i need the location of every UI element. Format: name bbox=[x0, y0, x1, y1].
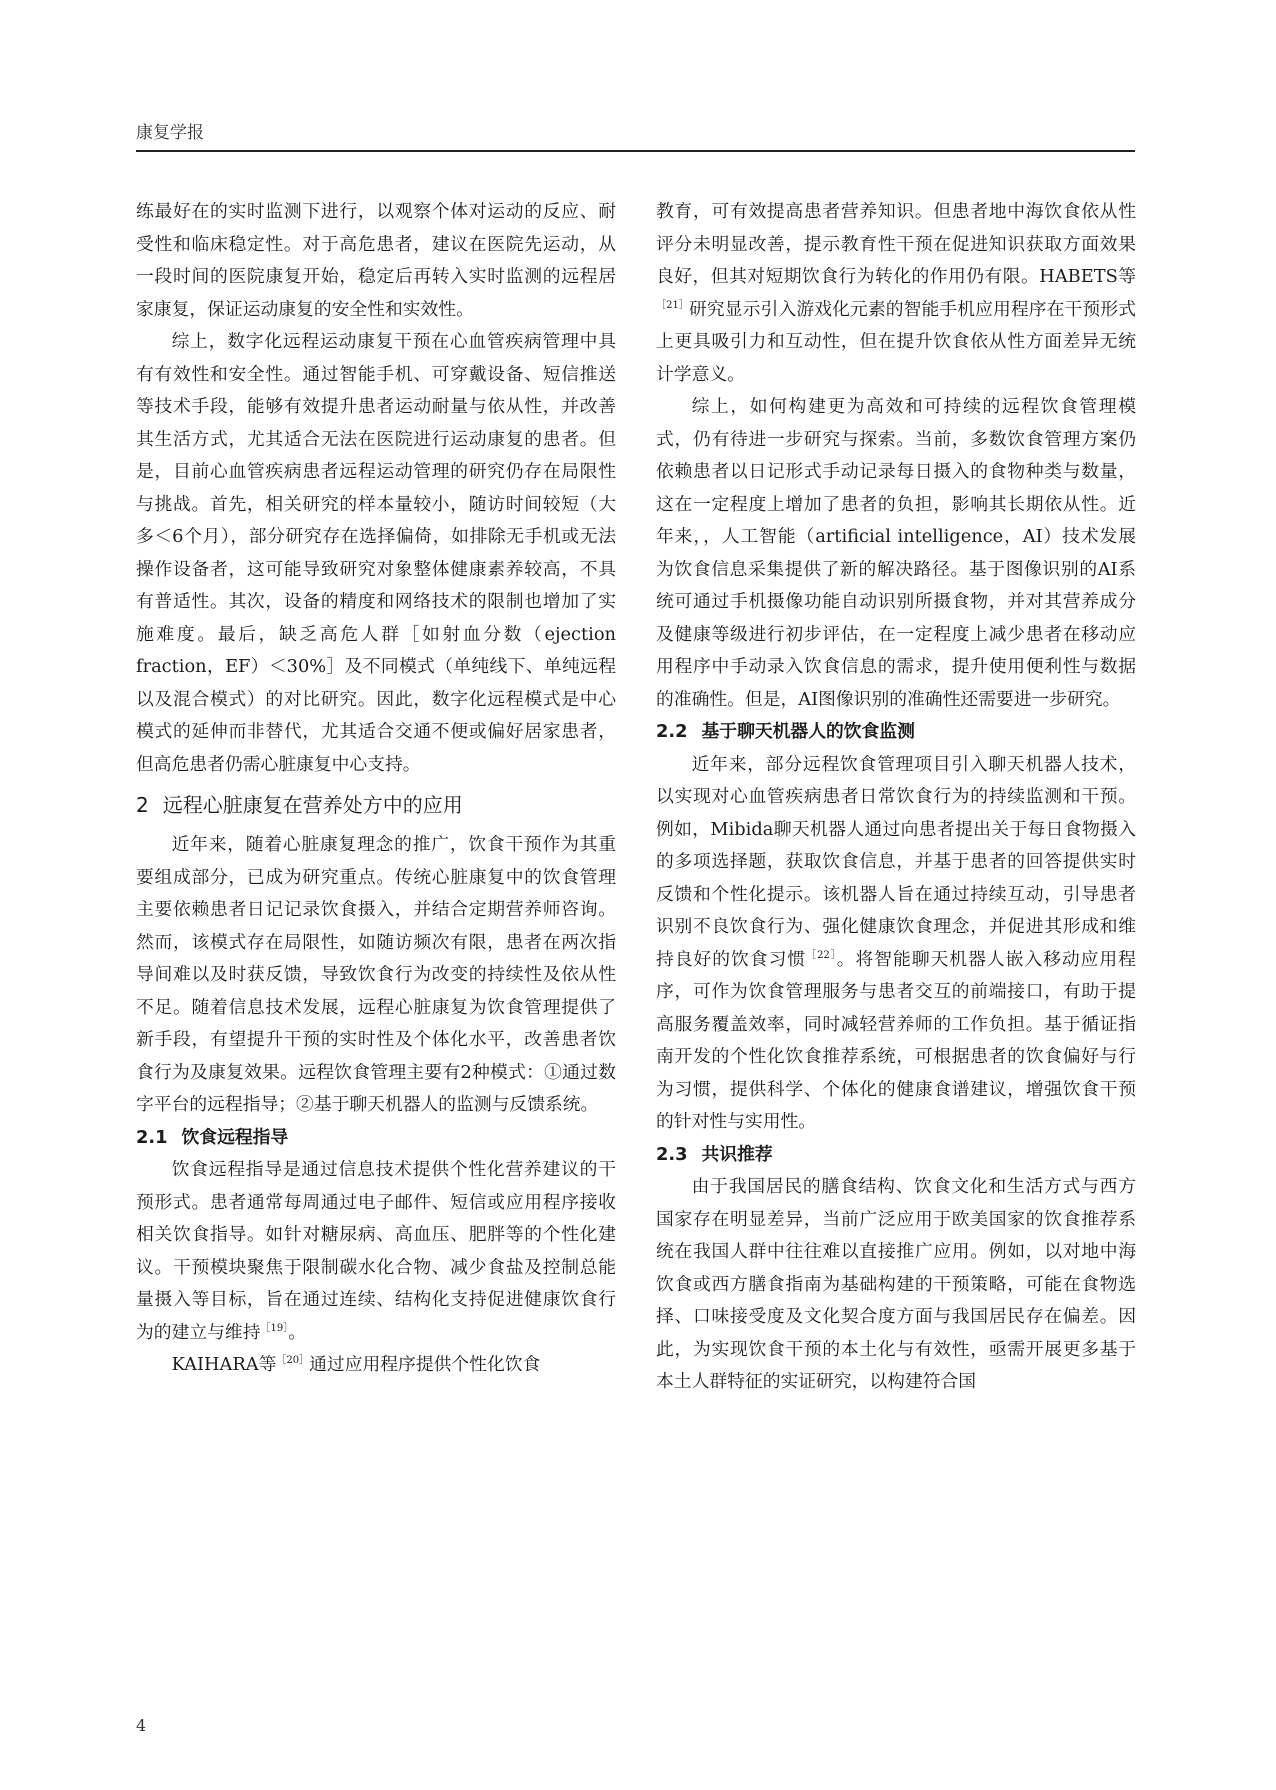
paragraph-text: 通过应用程序提供个性化饮食 bbox=[309, 1354, 541, 1375]
citation-ref: ［19］ bbox=[260, 1322, 289, 1334]
paragraph bbox=[136, 1154, 616, 1349]
paragraph bbox=[656, 196, 1136, 391]
subsection-number: 2.1 bbox=[136, 1126, 168, 1148]
paragraph-text: 。将智能聊天机器人嵌入移动应用程序，可作为饮食管理服务与患者交互的前端接口，有助于提高服务覆盖效率，同时减轻营养师的工作负担。基于循证指南开发的个性化饮食推荐系统，可根据患者的饮食偏好与行为习惯，提供科学、个体化的健康食谱建议，增强饮食干预的针对性与实用性。 bbox=[656, 948, 1136, 1132]
paragraph bbox=[136, 1349, 616, 1382]
subsection-title: 共识推荐 bbox=[701, 1143, 773, 1165]
journal-title: 康复学报 bbox=[136, 123, 204, 143]
paragraph bbox=[656, 749, 1136, 1139]
subsection-heading bbox=[656, 1139, 1136, 1172]
paragraph-text: 研究显示引入游戏化元素的智能手机应用程序在干预形式上更具吸引力和互动性，但在提升饮食依从性方面差异无统计学意义。 bbox=[656, 298, 1136, 385]
subsection-heading bbox=[136, 1122, 616, 1155]
paragraph-text: 。 bbox=[288, 1321, 307, 1343]
section-number: 2 bbox=[136, 793, 149, 817]
subsection-heading bbox=[656, 716, 1136, 749]
paragraph: 近年来，随着心脏康复理念的推广，饮食干预作为其重要组成部分，已成为研究重点。传统心脏康复中的饮食管理主要依赖患者日记记录饮食摄入，并结合定期营养师咨询。然而，该模式存在局限性，如随访频次有限，患者在两次指导间难以及时获反馈，导致饮食行为改变的持续性及依从性不足。随着信息技术发展，远程心脏康复为饮食管理提供了新手段，有望提升干预的实时性及个体化水平，改善患者饮食行为及康复效果。远程饮食管理主要有2种模式：①通过数字平台的远程指导；②基于聊天机器人的监测与反馈系统。 bbox=[136, 834, 616, 1115]
paragraph: 综上，如何构建更为高效和可持续的远程饮食管理模式，仍有待进一步研究与探索。当前，多数饮食管理方案仍依赖患者以日记形式手动记录每日摄入的食物种类与数量，这在一定程度上增加了患者的负担，影响其长期依从性。近年来，，人工智能（artificial intelligence，AI）技术发展为饮食信息采集提供了新的解决路径。基于图像识别的AI系统可通过手机摄像功能自动识别所摄食物，并对其营养成分及健康等级进行初步评估，在一定程度上减少患者在移动应用程序中手动录入饮食信息的需求，提升使用便利性与数据的准确性。但是，AI图像识别的准确性还需要进一步研究。 bbox=[656, 396, 1136, 710]
paragraph: 由于我国居民的膳食结构、饮食文化和生活方式与西方国家存在明显差异，当前广泛应用于欧美国家的饮食推荐系统在我国人群中往往难以直接推广应用。例如，以对地中海饮食或西方膳食指南为基础构建的干预策略，可能在食物选择、口味接受度及文化契合度方面与我国居民存在偏差。因此，为实现饮食干预的本土化与有效性，亟需开展更多基于本土人群特征的实证研究，以构建符合国 bbox=[656, 1176, 1136, 1392]
page-number: 4 bbox=[136, 1716, 147, 1735]
paragraph: 综上，数字化远程运动康复干预在心血管疾病管理中具有有效性和安全性。通过智能手机、可穿戴设备、短信推送等技术手段，能够有效提升患者运动耐量与依从性，并改善其生活方式，尤其适合无法在医院进行运动康复的患者。但是，目前心血管疾病患者远程运动管理的研究仍存在局限性与挑战。首先，相关研究的样本量较小，随访时间较短（大多＜6个月），部分研究存在选择偏倚，如排除无手机或无法操作设备者，这可能导致研究对象整体健康素养较高，不具有普适性。其次，设备的精度和网络技术的限制也增加了实施难度。最后，缺乏高危人群［如射血分数（ejection fraction，EF）＜30%］及不同模式（单纯线下、单纯远程以及混合模式）的对比研究。因此，数字化远程模式是中心模式的延伸而非替代，尤其适合交通不便或偏好居家患者，但高危患者仍需心脏康复中心支持。 bbox=[136, 331, 616, 775]
paragraph: 练最好在的实时监测下进行，以观察个体对运动的反应、耐受性和临床稳定性。对于高危患者，建议在医院先运动，从一段时间的医院康复开始，稳定后再转入实时监测的远程居家康复，保证运动康复的安全性和实效性。 bbox=[136, 201, 616, 320]
subsection-title: 饮食远程指导 bbox=[181, 1126, 289, 1148]
citation-ref: ［20］ bbox=[276, 1355, 310, 1367]
paragraph-text: 近年来，部分远程饮食管理项目引入聊天机器人技术，以实现对心血管疾病患者日常饮食行为的持续监测和干预。例如，Mibida聊天机器人通过向患者提出关于每日食物摄入的多项选择题，获取饮食信息，并基于患者的回答提供实时反馈和个性化提示。该机器人旨在通过持续互动，引导患者识别不良饮食行为、强化健康饮食理念，并促进其形成和维持良好的饮食习惯 bbox=[656, 753, 1136, 970]
header-rule bbox=[136, 150, 1135, 152]
subsection-number: 2.2 bbox=[656, 721, 688, 742]
right-column bbox=[656, 196, 1136, 1399]
paragraph-text: 饮食远程指导是通过信息技术提供个性化营养建议的干预形式。患者通常每周通过电子邮件、短信或应用程序接收相关饮食指导。如针对糖尿病、高血压、肥胖等的个性化建议。干预模块聚焦于限制碳水化合物、减少食盐及控制总能量摄入等目标，旨在通过连续、结构化支持促进健康饮食行为的建立与维持 bbox=[136, 1159, 616, 1343]
paragraph-text: KAIHARA等 bbox=[171, 1354, 277, 1375]
citation-ref: ［22］ bbox=[806, 949, 837, 961]
citation-ref: ［21］ bbox=[656, 299, 690, 311]
left-column bbox=[136, 196, 616, 1382]
subsection-number: 2.3 bbox=[656, 1143, 688, 1165]
section-heading bbox=[136, 787, 616, 823]
paragraph-text: 教育，可有效提高患者营养知识。但患者地中海饮食依从性评分未明显改善，提示教育性干预在促进知识获取方面效果良好，但其对短期饮食行为转化的作用仍有限。HABETS等 bbox=[656, 201, 1136, 287]
subsection-title: 基于聊天机器人的饮食监测 bbox=[701, 721, 915, 742]
section-title: 远程心脏康复在营养处方中的应用 bbox=[162, 793, 463, 817]
